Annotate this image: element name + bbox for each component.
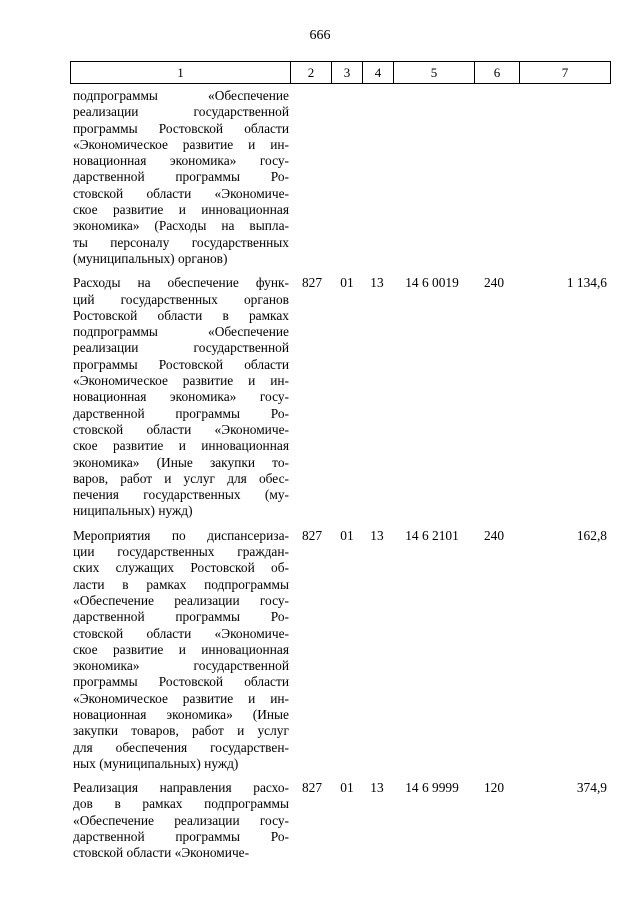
- amount-cell: 1 134,6: [566, 275, 607, 291]
- description-line: стовской области «Экономиче-: [73, 625, 289, 641]
- description-line: Мероприятия по диспансериза-: [73, 527, 289, 543]
- subsection-code-cell: 13: [370, 275, 384, 291]
- description-line: реализации государственной: [73, 104, 289, 120]
- description-line: ниципальных) нужд): [73, 503, 193, 519]
- description-line: ское развитие и инновационная: [73, 641, 289, 657]
- description-line: дарственной программы Ро-: [73, 169, 289, 185]
- page-number: 666: [309, 28, 331, 43]
- description-line: стовской области «Экономиче-: [73, 185, 289, 201]
- subsection-code-cell: 13: [370, 780, 384, 796]
- ministry-code-cell: 827: [301, 527, 323, 543]
- section-code-cell: 01: [340, 527, 354, 543]
- description-line: подпрограммы «Обеспечение: [73, 324, 289, 340]
- description-line: ское развитие и инновационная: [73, 438, 289, 454]
- column-header-3: 3: [332, 62, 363, 84]
- target-article-code-cell: 14 6 2101: [405, 527, 459, 543]
- description-line: стовской области «Экономиче-: [73, 845, 250, 861]
- expense-type-code-cell: 120: [483, 780, 505, 796]
- description-line: ций государственных органов: [73, 291, 289, 307]
- row-description: [73, 528, 289, 772]
- description-line: «Экономическое развитие и ин-: [73, 690, 289, 706]
- target-article-code-cell: 14 6 9999: [405, 780, 459, 796]
- description-line: «Экономическое развитие и ин-: [73, 373, 289, 389]
- description-line: подпрограммы «Обеспечение: [73, 88, 289, 103]
- description-line: программы Ростовской области: [73, 356, 289, 372]
- description-line: новационная экономика» госу-: [73, 389, 289, 405]
- description-line: программы Ростовской области: [73, 120, 289, 136]
- section-code-cell: 01: [340, 275, 354, 291]
- description-line: экономика» (Иные закупки то-: [73, 454, 289, 470]
- column-header-4: 4: [363, 62, 394, 84]
- description-line: ское развитие и инновационная: [73, 202, 289, 218]
- description-line: ции государственных граждан-: [73, 544, 289, 560]
- description-line: «Экономическое развитие и ин-: [73, 136, 289, 152]
- description-line: дарственной программы Ро-: [73, 405, 289, 421]
- column-header-7: 7: [520, 62, 611, 84]
- description-line: новационная экономика» госу-: [73, 153, 289, 169]
- column-header-6: 6: [475, 62, 520, 84]
- row-description: [73, 275, 289, 519]
- description-line: «Обеспечение реализации госу-: [73, 812, 289, 828]
- description-line: новационная экономика» (Иные: [73, 706, 289, 722]
- expense-type-code-cell: 240: [483, 275, 505, 291]
- description-line: Реализация направления расхо-: [73, 780, 289, 796]
- table-body: [70, 88, 611, 862]
- expense-type-code-cell: 240: [483, 527, 505, 543]
- column-header-row: [70, 61, 611, 84]
- column-header-1: 1: [71, 62, 291, 84]
- description-line: экономика» государственной: [73, 658, 289, 674]
- description-line: Расходы на обеспечение функ-: [73, 275, 289, 291]
- table-row: [70, 88, 611, 267]
- target-article-code-cell: 14 6 0019: [405, 275, 459, 291]
- description-line: ласти в рамках подпрограммы: [73, 576, 289, 592]
- description-line: дарственной программы Ро-: [73, 609, 289, 625]
- row-description: [73, 88, 289, 267]
- section-code-cell: 01: [340, 780, 354, 796]
- amount-cell: 374,9: [576, 780, 607, 796]
- description-line: для обеспечения государствен-: [73, 739, 289, 755]
- description-line: программы Ростовской области: [73, 674, 289, 690]
- row-description: [73, 780, 289, 861]
- description-line: (муниципальных) органов): [73, 250, 228, 266]
- description-line: дов в рамках подпрограммы: [73, 796, 289, 812]
- column-header-2: 2: [291, 62, 332, 84]
- amount-cell: 162,8: [576, 527, 607, 543]
- description-line: ты персоналу государственных: [73, 234, 289, 250]
- ministry-code-cell: 827: [301, 275, 323, 291]
- subsection-code-cell: 13: [370, 527, 384, 543]
- table-row: [70, 528, 611, 772]
- description-line: реализации государственной: [73, 340, 289, 356]
- description-line: печения государственных (му-: [73, 487, 289, 503]
- description-line: экономика» (Расходы на выпла-: [73, 218, 289, 234]
- description-line: варов, работ и услуг для обес-: [73, 470, 289, 486]
- description-line: ских служащих Ростовской об-: [73, 560, 289, 576]
- column-header-5: 5: [394, 62, 475, 84]
- description-line: дарственной программы Ро-: [73, 829, 289, 845]
- description-line: стовской области «Экономиче-: [73, 421, 289, 437]
- table-row: [70, 275, 611, 519]
- description-line: ных (муниципальных) нужд): [73, 755, 239, 771]
- description-line: «Обеспечение реализации госу-: [73, 592, 289, 608]
- description-line: Ростовской области в рамках: [73, 307, 289, 323]
- table-row: [70, 780, 611, 861]
- description-line: закупки товаров, работ и услуг: [73, 723, 289, 739]
- ministry-code-cell: 827: [301, 780, 323, 796]
